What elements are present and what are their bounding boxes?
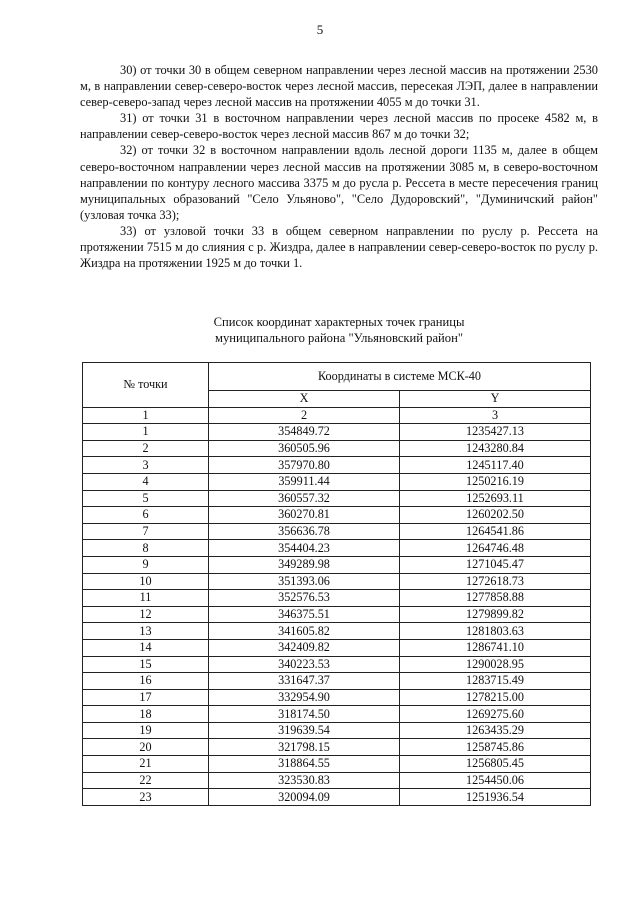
y-coordinate-cell: 1278215.00 [400, 689, 591, 706]
y-coordinate-cell: 1263435.29 [400, 722, 591, 739]
table-row [83, 722, 591, 739]
point-number-cell: 4 [83, 473, 209, 490]
y-coordinate-cell: 1254450.06 [400, 772, 591, 789]
table-row [83, 639, 591, 656]
point-number-cell: 11 [83, 590, 209, 607]
x-coordinate-cell: 321798.15 [209, 739, 400, 756]
x-coordinate-cell: 319639.54 [209, 722, 400, 739]
coordinates-table [82, 362, 591, 806]
x-coordinate-cell: 340223.53 [209, 656, 400, 673]
y-coordinate-cell: 1271045.47 [400, 556, 591, 573]
table-row [83, 623, 591, 640]
header-coordinate-system: Координаты в системе МСК-40 [209, 363, 591, 391]
point-number-cell: 22 [83, 772, 209, 789]
table-row [83, 424, 591, 441]
point-number-cell: 13 [83, 623, 209, 640]
point-number-cell: 17 [83, 689, 209, 706]
boundary-description [80, 62, 598, 271]
y-coordinate-cell: 1260202.50 [400, 507, 591, 524]
table-body [83, 424, 591, 806]
table-row [83, 507, 591, 524]
point-number-cell: 12 [83, 606, 209, 623]
y-coordinate-cell: 1269275.60 [400, 706, 591, 723]
header-point-number: № точки [83, 363, 209, 408]
table-row [83, 573, 591, 590]
y-coordinate-cell: 1256805.45 [400, 756, 591, 773]
caption-line-1: Список координат характерных точек границы [213, 315, 465, 329]
x-coordinate-cell: 359911.44 [209, 473, 400, 490]
point-number-cell: 8 [83, 540, 209, 557]
x-coordinate-cell: 360505.96 [209, 440, 400, 457]
y-coordinate-cell: 1283715.49 [400, 673, 591, 690]
y-coordinate-cell: 1245117.40 [400, 457, 591, 474]
point-number-cell: 16 [83, 673, 209, 690]
y-coordinate-cell: 1264746.48 [400, 540, 591, 557]
y-coordinate-cell: 1235427.13 [400, 424, 591, 441]
x-coordinate-cell: 346375.51 [209, 606, 400, 623]
y-coordinate-cell: 1243280.84 [400, 440, 591, 457]
table-row [83, 523, 591, 540]
y-coordinate-cell: 1251936.54 [400, 789, 591, 806]
paragraph-32: 32) от точки 32 в восточном направлении вдоль лесной дороги 1135 м, далее в общем северо-восточном направлении через лесной массив на протяжении 3085 м, в северо-восточном направлении по контуру лесного массива 3375 м до русла р. Рессета в месте пересечения границ муниципальных образований "Село Ульяново", "Село Дудоровский", "Думиничский район" (узловая точка 33); [80, 143, 598, 222]
table-row [83, 656, 591, 673]
point-number-cell: 1 [83, 424, 209, 441]
x-coordinate-cell: 360270.81 [209, 507, 400, 524]
y-coordinate-cell: 1258745.86 [400, 739, 591, 756]
paragraph-33: 33) от узловой точки 33 в общем северном направлении по руслу р. Рессета на протяжении 7515 м до слияния с р. Жиздра, далее в направлении север-северо-восток по руслу р. Жиздра на протяжении 1925 м до точки 1. [80, 223, 598, 271]
point-number-cell: 23 [83, 789, 209, 806]
x-coordinate-cell: 341605.82 [209, 623, 400, 640]
y-coordinate-cell: 1286741.10 [400, 639, 591, 656]
column-index-cell: 1 [83, 407, 209, 424]
point-number-cell: 2 [83, 440, 209, 457]
column-index-cell: 2 [209, 407, 400, 424]
table-caption [80, 314, 598, 346]
table-row [83, 540, 591, 557]
table-row [83, 440, 591, 457]
x-coordinate-cell: 318864.55 [209, 756, 400, 773]
y-coordinate-cell: 1279899.82 [400, 606, 591, 623]
point-number-cell: 7 [83, 523, 209, 540]
x-coordinate-cell: 332954.90 [209, 689, 400, 706]
point-number-cell: 6 [83, 507, 209, 524]
x-coordinate-cell: 342409.82 [209, 639, 400, 656]
paragraph-30: 30) от точки 30 в общем северном направлении через лесной массив на протяжении 2530 м, в направлении север-северо-восток через лесной массив, пересекая ЛЭП, далее в направлении север-северо-запад через лесной массив на протяжении 4055 м до точки 31. [80, 63, 598, 110]
x-coordinate-cell: 349289.98 [209, 556, 400, 573]
point-number-cell: 3 [83, 457, 209, 474]
table-row [83, 473, 591, 490]
table-row [83, 590, 591, 607]
table-row [83, 556, 591, 573]
y-coordinate-cell: 1252693.11 [400, 490, 591, 507]
x-coordinate-cell: 356636.78 [209, 523, 400, 540]
y-coordinate-cell: 1290028.95 [400, 656, 591, 673]
table-row [83, 689, 591, 706]
x-coordinate-cell: 320094.09 [209, 789, 400, 806]
x-coordinate-cell: 357970.80 [209, 457, 400, 474]
y-coordinate-cell: 1264541.86 [400, 523, 591, 540]
x-coordinate-cell: 360557.32 [209, 490, 400, 507]
caption-line-2: муниципального района "Ульяновский район" [215, 331, 463, 345]
point-number-cell: 19 [83, 722, 209, 739]
y-coordinate-cell: 1277858.88 [400, 590, 591, 607]
point-number-cell: 9 [83, 556, 209, 573]
x-coordinate-cell: 354404.23 [209, 540, 400, 557]
point-number-cell: 21 [83, 756, 209, 773]
y-coordinate-cell: 1281803.63 [400, 623, 591, 640]
y-coordinate-cell: 1272618.73 [400, 573, 591, 590]
x-coordinate-cell: 351393.06 [209, 573, 400, 590]
table-row [83, 772, 591, 789]
x-coordinate-cell: 331647.37 [209, 673, 400, 690]
column-index-cell: 3 [400, 407, 591, 424]
header-x: X [209, 391, 400, 408]
point-number-cell: 14 [83, 639, 209, 656]
y-coordinate-cell: 1250216.19 [400, 473, 591, 490]
header-y: Y [400, 391, 591, 408]
point-number-cell: 20 [83, 739, 209, 756]
table-row [83, 457, 591, 474]
point-number-cell: 5 [83, 490, 209, 507]
point-number-cell: 18 [83, 706, 209, 723]
table-row [83, 706, 591, 723]
point-number-cell: 10 [83, 573, 209, 590]
x-coordinate-cell: 352576.53 [209, 590, 400, 607]
table-row [83, 789, 591, 806]
x-coordinate-cell: 318174.50 [209, 706, 400, 723]
point-number-cell: 15 [83, 656, 209, 673]
page-number: 5 [316, 22, 324, 37]
table-row [83, 490, 591, 507]
table-row [83, 673, 591, 690]
paragraph-31: 31) от точки 31 в восточном направлении через лесной массив по просеке 4582 м, в направлении север-северо-восток через лесной массив 867 м до точки 32; [80, 111, 598, 142]
table-row [83, 739, 591, 756]
x-coordinate-cell: 323530.83 [209, 772, 400, 789]
table-row [83, 756, 591, 773]
x-coordinate-cell: 354849.72 [209, 424, 400, 441]
table-row [83, 606, 591, 623]
column-index-row [83, 407, 591, 424]
